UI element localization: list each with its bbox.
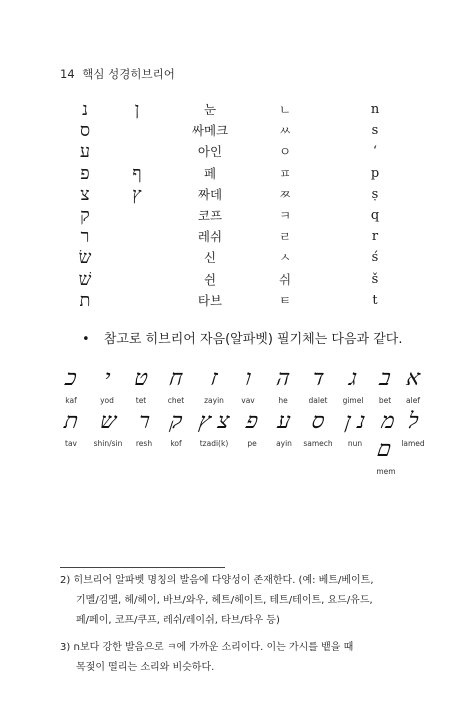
footnote-2 [60,571,410,631]
cursive-letter [370,365,400,407]
letter-name: vav [241,396,255,405]
letter-row [60,290,400,311]
letter-name: pe [247,439,257,448]
cursive-letter [88,408,128,450]
hebrew-letter: ר [80,226,90,248]
script-note [82,328,402,347]
hebrew-letter: ע [79,141,91,163]
letter-row [60,247,400,268]
korean-jamo: ㅆ [278,123,292,139]
cursive-glyph: ק [168,409,184,434]
korean-name: 쉰 [203,271,217,287]
hebrew-letter: ק [80,204,90,226]
letter-name: resh [135,439,153,448]
cursive-letter [398,365,428,407]
cursive-glyph: ס [310,409,327,434]
cursive-glyph: ב [378,366,393,391]
letter-name: shin/sin [93,439,123,448]
letter-name: zayin [204,396,224,405]
korean-jamo: ㅉ [278,186,292,202]
korean-jamo: ㅌ [278,292,292,308]
transliteration: t [372,292,378,308]
cursive-glyph: ו [243,366,253,391]
korean-jamo: ㄴ [278,102,292,117]
cursive-letter [338,408,372,450]
cursive-letter [398,408,428,450]
korean-name: 눈 [203,102,217,117]
cursive-glyph: ל [406,409,420,434]
letter-name: alef [406,396,420,405]
korean-name: 신 [203,250,217,266]
cursive-letter [161,408,191,450]
cursive-letter [159,365,193,407]
letter-name: dalet [308,396,328,405]
letter-name: kof [170,439,182,448]
transliteration: ṣ [371,186,379,202]
hebrew-letter: צ [80,183,90,205]
letter-name: he [278,396,288,405]
letter-row [60,205,400,226]
letter-name: lamed [401,439,425,448]
letter-name: chet [167,396,185,405]
letter-name: bet [378,396,392,405]
transliteration: ś [371,250,379,266]
cursive-letter [268,365,298,407]
letter-name: tav [65,439,77,448]
cursive-letter [197,365,231,407]
letter-row [60,120,400,141]
book-title: 핵심 성경히브리어 [82,67,175,81]
final-form: ן [134,99,140,120]
transliteration: r [371,229,379,245]
cursive-letter [371,408,401,478]
footnote-line: 기멜/김멜, 헤/헤이, 바브/와우, 헤트/헤이트, 테트/테이트, 요드/유드, [76,595,373,606]
letter-name: gimel [342,396,364,405]
cursive-glyph: נ ן [343,409,367,434]
letter-name: nun [347,439,363,448]
letter-row [60,226,400,247]
korean-name: 짜데 [197,186,223,202]
cursive-row-2 [56,408,428,476]
korean-name: 타브 [197,292,223,308]
cursive-glyph: ת [62,409,80,434]
cursive-letter [56,408,86,450]
korean-jamo: 쉬 [278,271,292,287]
letter-name: yod [100,396,114,405]
cursive-glyph: ר [136,409,152,434]
cursive-glyph: ט [132,366,150,391]
footnote-3 [60,638,410,678]
letter-row [60,141,400,162]
cursive-letter [237,408,267,450]
transliteration: n [370,102,380,117]
korean-name: 아인 [197,144,223,160]
letter-name: tet [135,396,147,405]
cursive-glyph: ג [347,366,359,391]
letter-row [60,163,400,184]
letter-row [60,99,400,120]
cursive-letter [336,365,370,407]
korean-jamo: ㅋ [278,207,292,223]
korean-name: 페 [203,165,217,181]
transliteration: š [371,271,379,287]
final-form: ץ [132,183,142,205]
cursive-letter [56,365,86,407]
cursive-glyph: כ [63,366,79,391]
letter-table [60,99,400,311]
cursive-glyph: ז [209,366,219,391]
cursive-glyph: ש [98,409,118,434]
hebrew-letter: שׂ [78,247,92,269]
bullet: • [82,332,90,347]
korean-name: 싸메크 [191,123,229,139]
cursive-letter [298,408,338,450]
cursive-glyph: ח [167,366,185,391]
letter-name: ayin [276,439,292,448]
cursive-glyph: פ [244,409,260,434]
letter-row [60,269,400,290]
korean-name: 레쉬 [197,229,223,245]
footnote-line: 3) ח보다 강한 발음으로 ㅋ에 가까운 소리이다. 이는 가시를 뱉을 때 [60,642,354,653]
footnote-line: 목젖이 떨리는 소리와 비슷하다. [76,662,215,673]
korean-jamo: ㅅ [278,250,292,266]
korean-jamo: ㄹ [278,229,292,245]
korean-jamo: ㅍ [278,165,292,181]
footnote-line: 2) 히브리어 알파벳 명칭의 발음에 다양성이 존재한다. (예: 베트/베이트, [60,575,374,586]
letter-name: kaf [65,396,77,405]
cursive-letter [233,365,263,407]
page-number: 14 [60,67,75,81]
transliteration: ‘ [372,144,378,160]
cursive-glyph: א [404,366,422,391]
hebrew-letter: ת [79,289,91,311]
cursive-letter [129,408,159,450]
hebrew-letter: נ [82,99,88,120]
final-form: ף [132,162,142,184]
footnote-divider [60,567,225,568]
letter-row [60,184,400,205]
page-header [60,66,175,82]
footnote-line: 페/페이, 코프/쿠프, 레쉬/레이쉬, 타브/타우 등) [76,615,280,626]
letter-name: tzadi(k) [199,439,229,448]
hebrew-letter: ס [79,120,91,142]
korean-jamo: ㅇ [278,144,292,160]
letter-name: samech [303,439,333,448]
transliteration: s [371,123,379,139]
cursive-glyph: צ ץ [197,409,231,434]
hebrew-letter: שׁ [78,268,92,290]
transliteration: q [370,207,380,223]
cursive-glyph: מ ם [375,409,397,462]
cursive-letter [192,408,236,450]
korean-name: 코프 [197,207,223,223]
cursive-letter [301,365,335,407]
note-text: 참고로 히브리어 자음(알파벳) 필기체는 다음과 같다. [103,332,403,347]
cursive-glyph: י [102,366,112,391]
transliteration: p [370,165,380,181]
letter-name: mem [376,467,396,476]
cursive-glyph: ד [310,366,326,391]
cursive-letter [92,365,122,407]
cursive-glyph: ה [274,366,292,391]
cursive-letter [269,408,299,450]
cursive-letter [126,365,156,407]
cursive-glyph: ע [276,409,293,434]
hebrew-letter: פ [80,162,90,184]
